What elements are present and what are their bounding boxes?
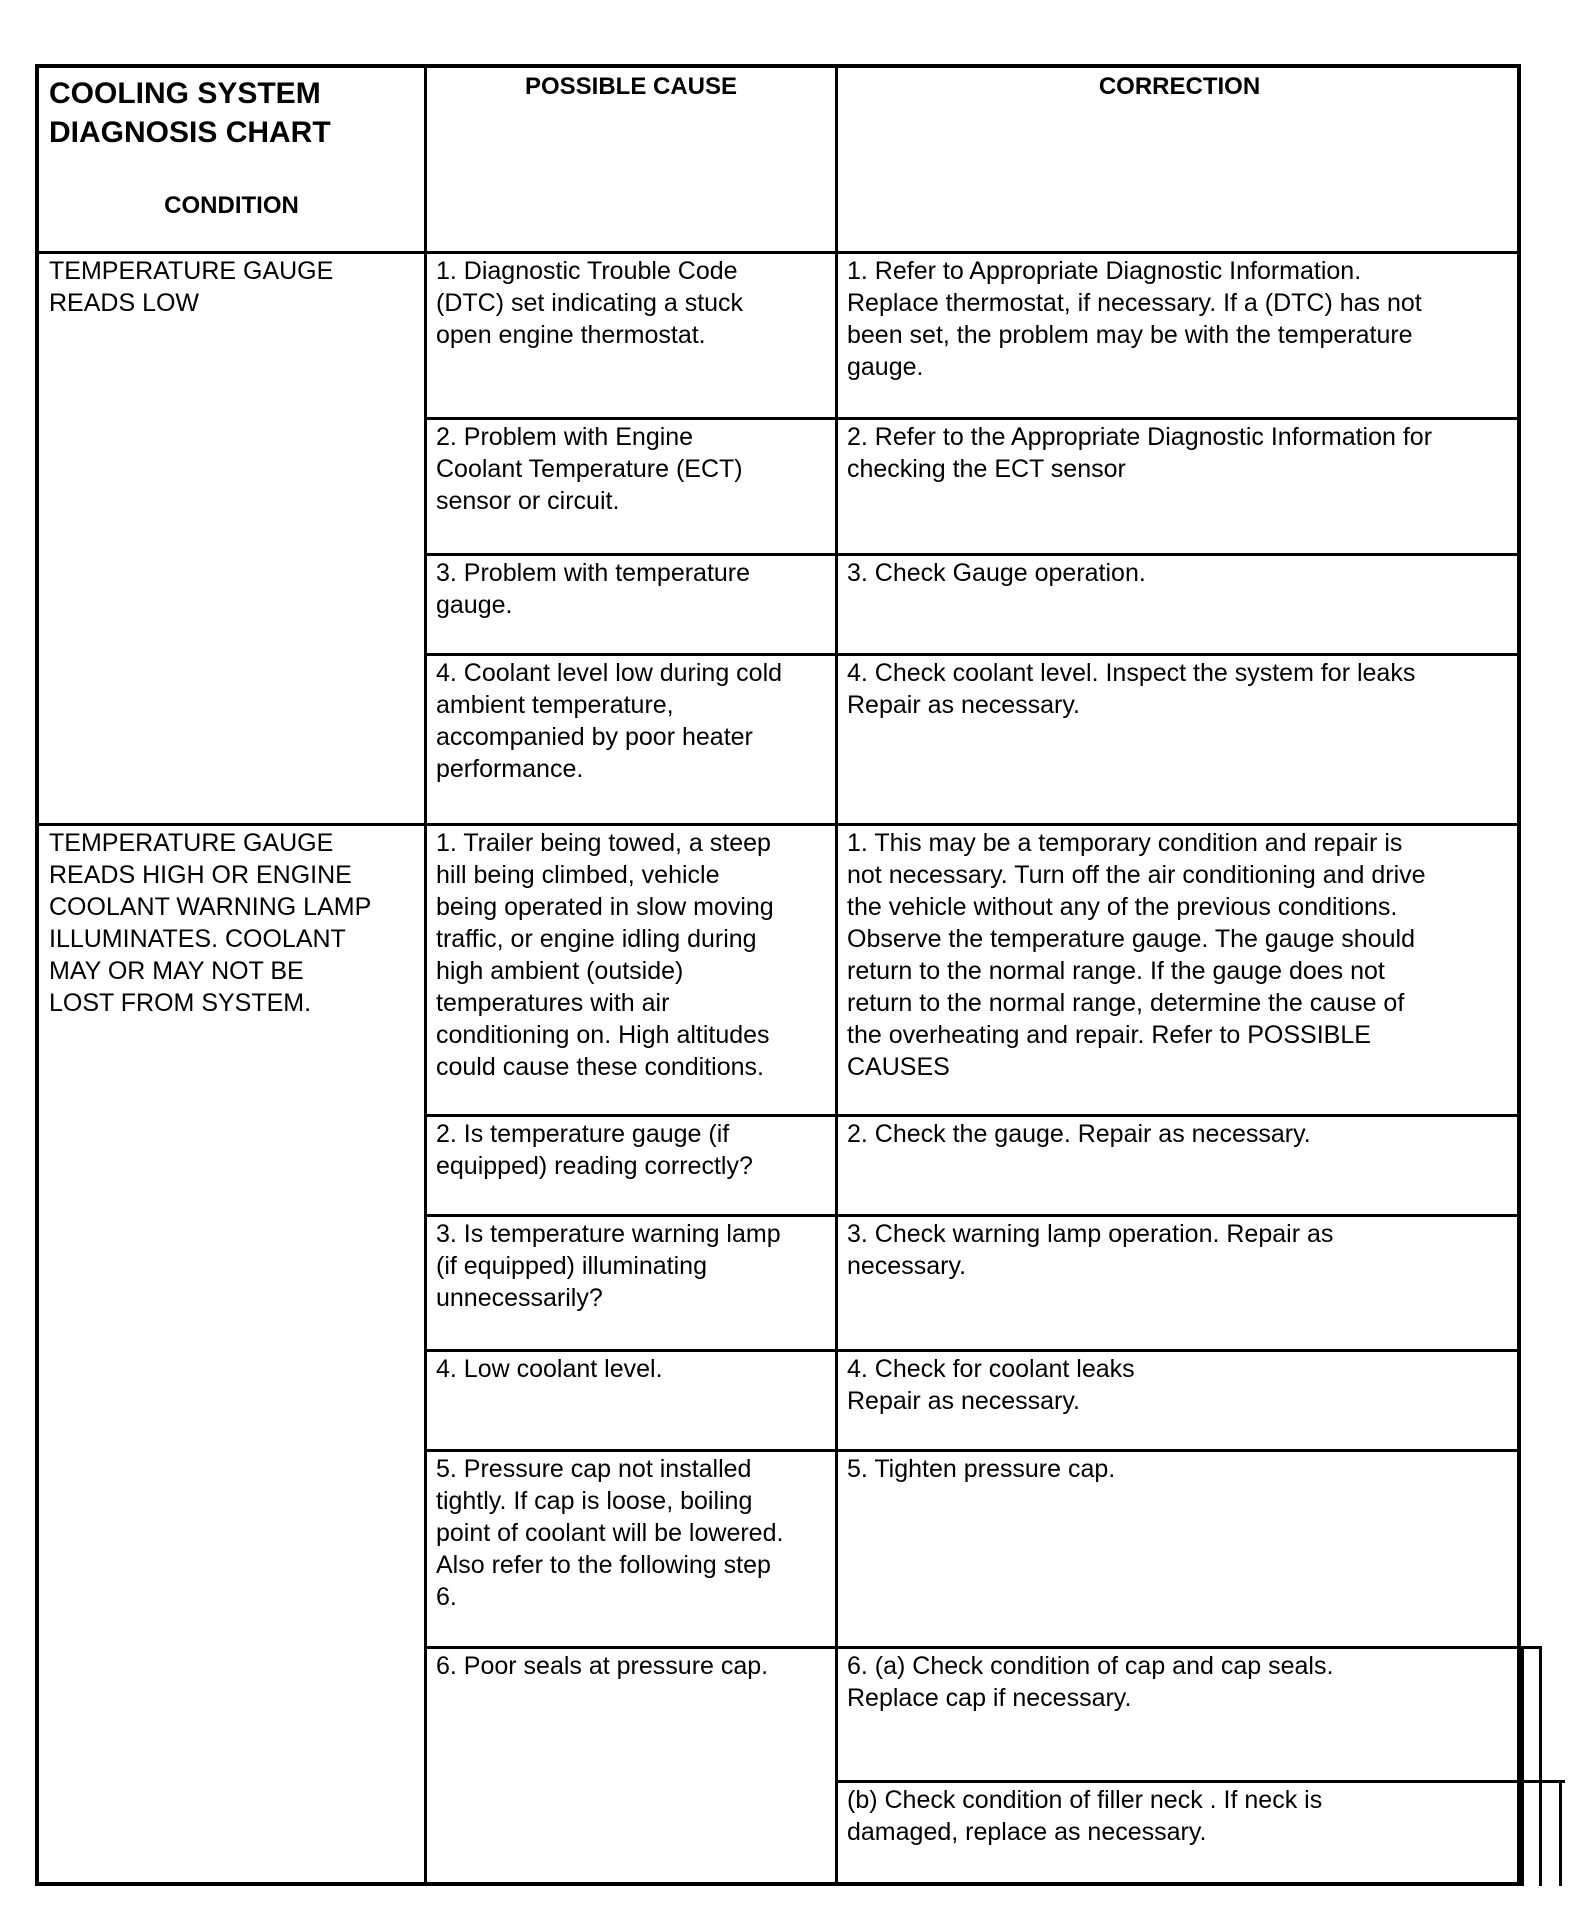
header-divider [39,251,1517,254]
correction-cell: 1. This may be a temporary condition and repair is not necessary. Turn off the air conditioning and drive the vehicle without any of the previous conditions. Observe the temperature gauge. The gauge should return to the normal range. If the gauge does not return to the normal range, determine the cause of the overheating and repair. Refer to POSSIBLE CAUSES [847,829,1426,1081]
correction-cell: 1. Refer to Appropriate Diagnostic Information. Replace thermostat, if necessary. If a (DTC) has not been set, the problem may be with the temperature gauge. [847,257,1422,381]
correction-cell: (b) Check condition of filler neck . If neck is damaged, replace as necessary. [847,1786,1323,1846]
box-line [1521,1646,1542,1649]
correction-cell: 2. Check the gauge. Repair as necessary. [847,1120,1311,1148]
diagnosis-chart-table [35,64,1521,1886]
cause-cell: 1. Trailer being towed, a steep hill being climbed, vehicle being operated in slow moving traffic, or engine idling during high ambient (outside) temperatures with air conditioning on. High altitudes could cause these conditions. [436,829,774,1081]
cause-cell: 4. Coolant level low during cold ambient temperature, accompanied by poor heater performance. [436,659,783,783]
column-divider [835,68,838,1882]
box-line [1559,1780,1562,1886]
correction-cell: 5. Tighten pressure cap. [847,1455,1116,1483]
column-divider [424,68,427,1882]
correction-cell: 6. (a) Check condition of cap and cap seals. Replace cap if necessary. [847,1652,1334,1712]
correction-cell: 3. Check warning lamp operation. Repair as necessary. [847,1220,1334,1280]
cause-cell: 5. Pressure cap not installed tightly. If cap is loose, boiling point of coolant will be lowered. Also refer to the following step 6. [436,1455,784,1611]
row-divider [424,653,1517,656]
box-line [1521,1646,1524,1886]
correction-cell: 4. Check coolant level. Inspect the system for leaks Repair as necessary. [847,659,1416,719]
condition-text: TEMPERATURE GAUGE READS HIGH OR ENGINE COOLANT WARNING LAMP ILLUMINATES. COOLANT MAY OR MAY NOT BE LOST FROM SYSTEM. [49,829,372,1017]
cause-cell: 3. Problem with temperature gauge. [436,559,751,619]
subrow-divider [835,1780,1565,1783]
correction-header: CORRECTION [1098,73,1261,100]
cause-cell: 2. Problem with Engine Coolant Temperature (ECT) sensor or circuit. [436,423,743,515]
cause-cell: 3. Is temperature warning lamp (if equipped) illuminating unnecessarily? [436,1220,781,1312]
row-divider [424,1449,1517,1452]
row-divider [424,417,1517,420]
condition-text: TEMPERATURE GAUGE READS LOW [49,257,334,317]
correction-cell: 3. Check Gauge operation. [847,559,1146,587]
correction-cell: 2. Refer to the Appropriate Diagnostic Information for checking the ECT sensor [847,423,1433,483]
correction-cell: 4. Check for coolant leaks Repair as necessary. [847,1355,1135,1415]
condition-divider [39,823,1517,826]
row-divider [424,1114,1517,1117]
row-divider [424,1646,1517,1649]
cause-cell: 2. Is temperature gauge (if equipped) reading correctly? [436,1120,753,1180]
box-line [1539,1646,1542,1886]
row-divider [424,1214,1517,1217]
row-divider [424,1349,1517,1352]
cause-cell: 4. Low coolant level. [436,1355,663,1383]
row-divider [424,553,1517,556]
condition-header: CONDITION [164,192,299,219]
chart-title: COOLING SYSTEM DIAGNOSIS CHART [49,77,331,149]
cause-cell: 1. Diagnostic Trouble Code (DTC) set indicating a stuck open engine thermostat. [436,257,744,349]
possible-cause-header: POSSIBLE CAUSE [524,73,738,100]
cause-cell: 6. Poor seals at pressure cap. [436,1652,769,1680]
